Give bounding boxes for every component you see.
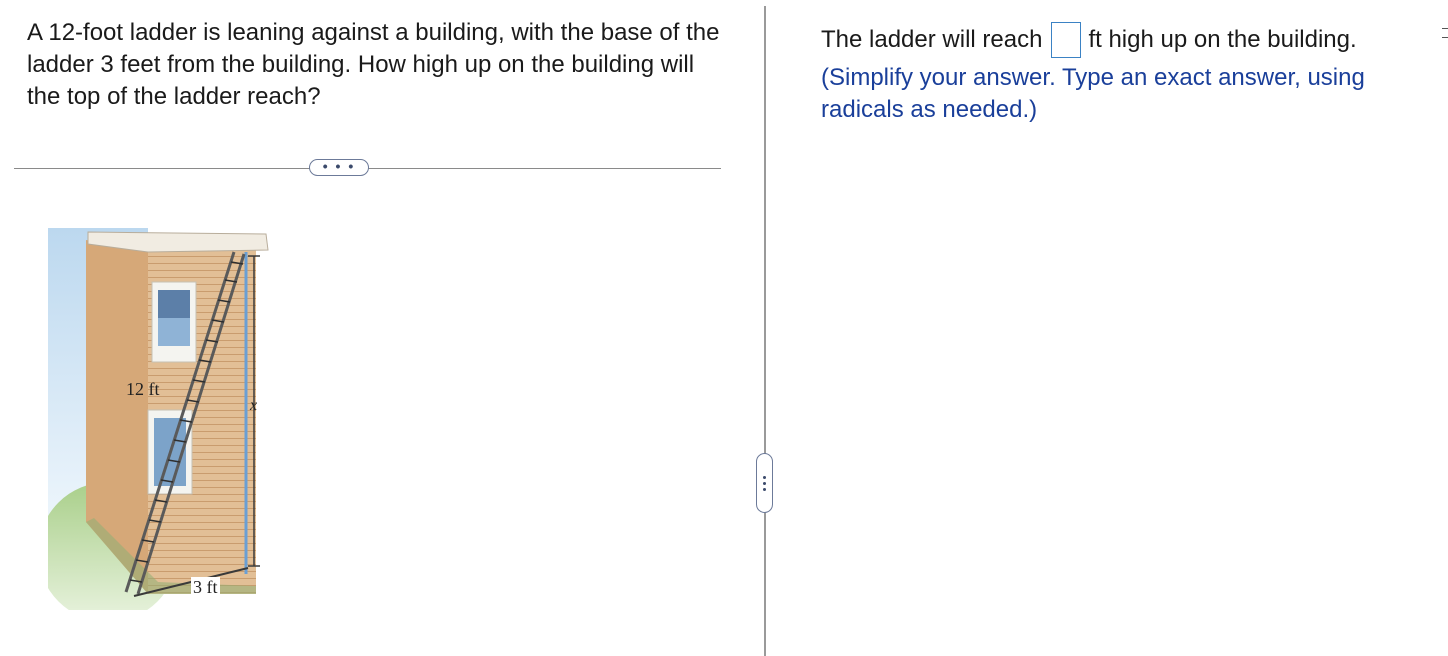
- handle-dot-icon: [763, 488, 766, 491]
- answer-prefix: The ladder will reach: [821, 26, 1043, 53]
- answer-statement: [821, 22, 1431, 58]
- base-distance-label: 3 ft: [193, 577, 218, 597]
- height-variable-label: x: [250, 397, 258, 414]
- answer-instruction: (Simplify your answer. Type an exact answer, using radicals as needed.): [821, 64, 1365, 123]
- pane-resize-handle[interactable]: [756, 453, 773, 513]
- more-dots-icon: • • •: [322, 157, 356, 174]
- handle-dot-icon: [763, 482, 766, 485]
- pane-divider[interactable]: [764, 6, 766, 656]
- ladder-length-label: 12 ft: [126, 379, 160, 399]
- question-text: A 12-foot ladder is leaning against a building, with the base of the ladder 3 feet from the building. How high up on the building will the top of the ladder reach?: [27, 19, 720, 110]
- answer-pane: [821, 22, 1431, 126]
- edge-menu-icon[interactable]: [1442, 28, 1448, 38]
- answer-suffix: ft high up on the building.: [1088, 26, 1357, 53]
- ladder-figure: [48, 222, 276, 610]
- ladder-illustration: [48, 222, 276, 610]
- answer-input[interactable]: [1051, 22, 1081, 58]
- expand-more-button[interactable]: [309, 159, 369, 176]
- handle-dot-icon: [763, 476, 766, 479]
